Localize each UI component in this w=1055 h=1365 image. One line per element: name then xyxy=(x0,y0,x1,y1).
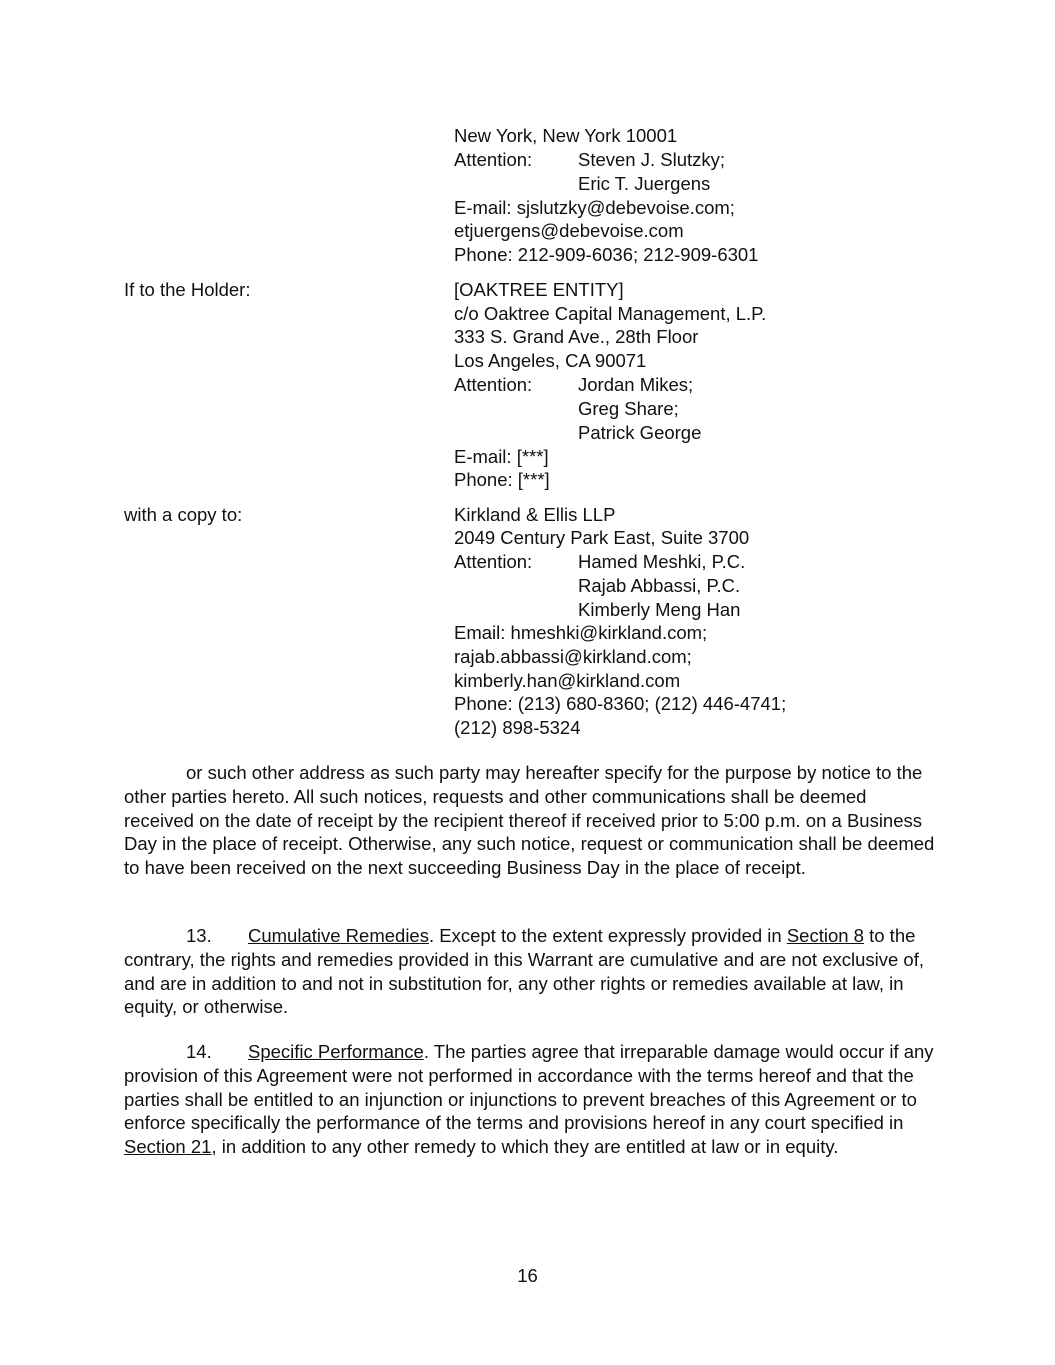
notice-paragraph xyxy=(124,761,936,880)
firm-name: Kirkland & Ellis LLP xyxy=(454,504,616,525)
phone-line: (212) 898-5324 xyxy=(454,717,581,738)
section-heading: Specific Performance xyxy=(248,1041,424,1062)
city-line: Los Angeles, CA 90071 xyxy=(454,350,647,371)
attention-name: Jordan Mikes; xyxy=(578,374,694,395)
section-text: . The parties agree that irreparable damage would occur if any provision of this Agreement were not performed in accordance with the terms hereof and that the parties shall be entitled to an injunction or injunctions to prevent breaches of this Agreement or to enforce specifically the performance of the terms and provisions hereof in any court specified in xyxy=(124,1041,934,1134)
attention-label: Attention: xyxy=(454,149,533,170)
phone-line: Phone: (213) 680-8360; (212) 446-4741; xyxy=(454,693,787,714)
attention-name: Rajab Abbassi, P.C. xyxy=(578,575,741,596)
email-line: E-mail: sjslutzky@debevoise.com; xyxy=(454,197,735,218)
phone-line: Phone: 212-909-6036; 212-909-6301 xyxy=(454,244,759,265)
attention-name: Patrick George xyxy=(578,422,702,443)
attention-label: Attention: xyxy=(454,374,533,395)
email-line: E-mail: [***] xyxy=(454,446,549,467)
street-line: 333 S. Grand Ave., 28th Floor xyxy=(454,326,699,347)
section-reference: Section 8 xyxy=(786,925,864,946)
notice-paragraph-text: or such other address as such party may hereafter specify for the purpose by notice to the other parties hereto. All such notices, requests and other communications shall be deemed received on the date of receipt by the recipient thereof if received prior to 5:00 p.m. on a Business Day in the place of receipt. Otherwise, any such notice, request or communication shall be deemed to have been received on the next succeeding Business Day in the place of receipt. xyxy=(124,762,935,879)
section-text: . Except to the extent expressly provided in xyxy=(428,925,787,946)
attention-name: Kimberly Meng Han xyxy=(578,599,741,620)
section-heading: Cumulative Remedies xyxy=(248,925,429,946)
street-line: 2049 Century Park East, Suite 3700 xyxy=(454,527,750,548)
copy-label: with a copy to: xyxy=(124,504,243,525)
email-line: kimberly.han@kirkland.com xyxy=(454,670,681,691)
section-number: 13. xyxy=(186,925,212,946)
attention-name: Greg Share; xyxy=(578,398,679,419)
section-13 xyxy=(124,924,936,1019)
email-line: rajab.abbassi@kirkland.com; xyxy=(454,646,692,667)
attention-name: Steven J. Slutzky; xyxy=(578,149,726,170)
attention-name: Eric T. Juergens xyxy=(578,173,711,194)
section-text: to the contrary, the rights and remedies provided in this Warrant are cumulative and are not exclusive of, and are in addition to and not in substitution for, any other rights or remedies available at law, in equity, or otherwise. xyxy=(124,925,924,1018)
care-of-line: c/o Oaktree Capital Management, L.P. xyxy=(454,303,767,324)
city-line: New York, New York 10001 xyxy=(454,125,678,146)
section-text: , in addition to any other remedy to which they are entitled at law or in equity. xyxy=(211,1136,839,1158)
phone-line: Phone: [***] xyxy=(454,469,550,490)
page-number: 16 xyxy=(517,1265,538,1286)
section-14 xyxy=(124,1040,936,1159)
email-line: Email: hmeshki@kirkland.com; xyxy=(454,622,708,643)
email-line: etjuergens@debevoise.com xyxy=(454,220,684,241)
section-number: 14. xyxy=(186,1041,212,1062)
entity-name: [OAKTREE ENTITY] xyxy=(454,279,624,300)
section-reference: Section 21 xyxy=(124,1136,212,1158)
holder-label: If to the Holder: xyxy=(124,279,251,300)
attention-name: Hamed Meshki, P.C. xyxy=(578,551,746,572)
attention-label: Attention: xyxy=(454,551,533,572)
